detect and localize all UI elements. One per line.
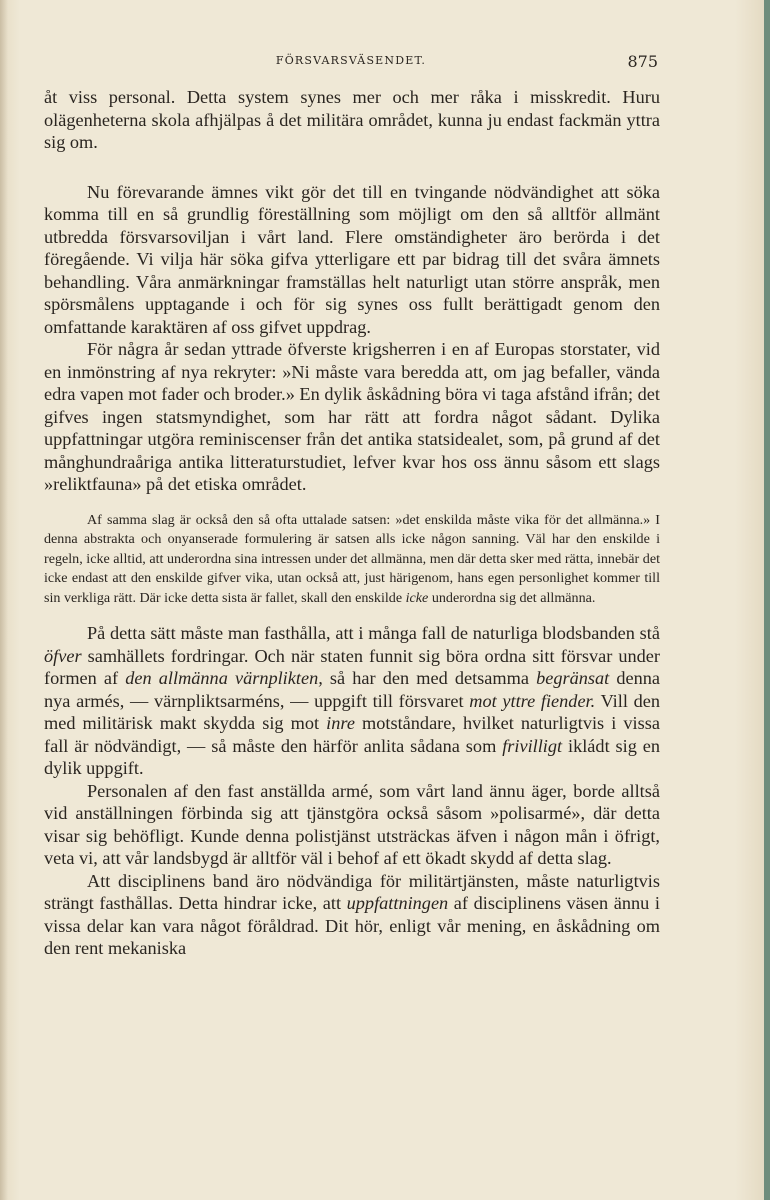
emphasis: öfver [44,645,82,666]
emphasis: uppfattningen [346,893,449,913]
emphasis: icke [405,589,429,606]
emphasis: inre [326,713,355,733]
emphasis: begränsat [536,668,610,688]
emphasis: mot yttre fiender. [469,690,596,711]
paragraph: Att disciplinens band äro nödvändiga för militärtjänsten, måste naturligtvis strängt fasthållas. Detta hindrar icke, att uppfattningen af disciplinens väsen ännu i vissa delar kan vara något föråldrad. Dit hör, enligt vår mening, en åskådning om den rent mekaniska [44,870,660,958]
paragraph-continued: åt viss personal. Detta system synes mer och mer råka i misskredit. Huru olägenheterna skola afhjälpas å det militära området, kunna ju endast fackmän yttra sig om. [44,87,660,152]
paragraph: Personalen af den fast anställda armé, som vårt land ännu äger, borde alltså vid anställningen förbinda sig att tjänstgöra också såsom »polisarmé», där detta visar sig behöfligt. Kunde denna polistjänst utsträckas äfven i någon mån i öfrigt, veta vi, att vår landsbygd är alltför väl i behof af ett ökadt skydd af detta slag. [44,780,660,868]
small-print-note: Af samma slag är också den så ofta uttalade satsen: »det enskilda måste vika för det allmänna.» I denna abstrakta och onyanserade formulering är satsen alls icke någon sanning. Väl har den enskilde i regeln, icke alltid, att underordna sina intressen under det allmänna, men där detta sker med rätta, innebär det icke endast att den enskilde gifver vika, utan också att, just härigenom, hans egen personlighet kommer till sin verkliga rätt. Där icke detta sista är fallet, skall den enskilde icke underordna sig det allmänna. [44,511,660,606]
running-head: FÖRSVARSVÄSENDET. [275,54,427,67]
page-edge [764,0,770,1200]
page-number: 875 [627,52,658,71]
paragraph: För några år sedan yttrade öfverste krigsherren i en af Europas storstater, vid en inmönstring af nya rekryter: »Ni måste vara beredda att, om jag befaller, vända edra vapen mot fader och broder.» En dylik åskådning böra vi taga afstånd ifrån; det gifves ingen statsmyndighet, som har rätt att fordra något sådant. Dylika uppfattningar utgöra reminiscenser från det antika statsidealet, som, på grund af det månghundraåriga antika litteraturstudiet, lefver kvar hos oss ännu såsom ett slags »reliktfauna» på det etiska området. [44,339,660,494]
paragraph: Nu förevarande ämnes vikt gör det till en tvingande nödvändighet att söka komma till en så grundlig föreställning som möjligt om den så alltför allmänt utbredda försvarsoviljan i vårt land. Flere omständigheter äro berörda i det föregående. Vi vilja här söka gifva ytterligare ett par bidrag till det svåra ämnets behandling. Våra anmärkningar framställas helt naturligt utan större anspråk, men spörsmålens upptagande i och för sig synes oss fullt berättigadt genom den omfattande karaktären af oss gifvet uppdrag. [44,181,660,337]
gutter-shadow [0,0,8,1200]
paragraph: På detta sätt måste man fasthålla, att i många fall de naturliga blodsbanden stå öfver samhällets fordringar. Och när staten funnit sig böra ordna sitt försvar under formen af den allmänna värnplikten, så har den med detsamma begränsat denna nya armés, — värnpliktsarméns, — uppgift till försvaret mot yttre fiender. Vill den med militärisk makt skydda sig mot inre motståndare, hvilket naturligtvis i vissa fall är nödvändigt, — så måste den härför anlita sådana som frivilligt ikládt sig en dylik uppgift. [44,623,661,778]
page-header [44,52,658,72]
emphasis: frivilligt [502,735,563,756]
emphasis: den allmänna värnplikten, [125,668,323,688]
body-text [44,86,660,960]
